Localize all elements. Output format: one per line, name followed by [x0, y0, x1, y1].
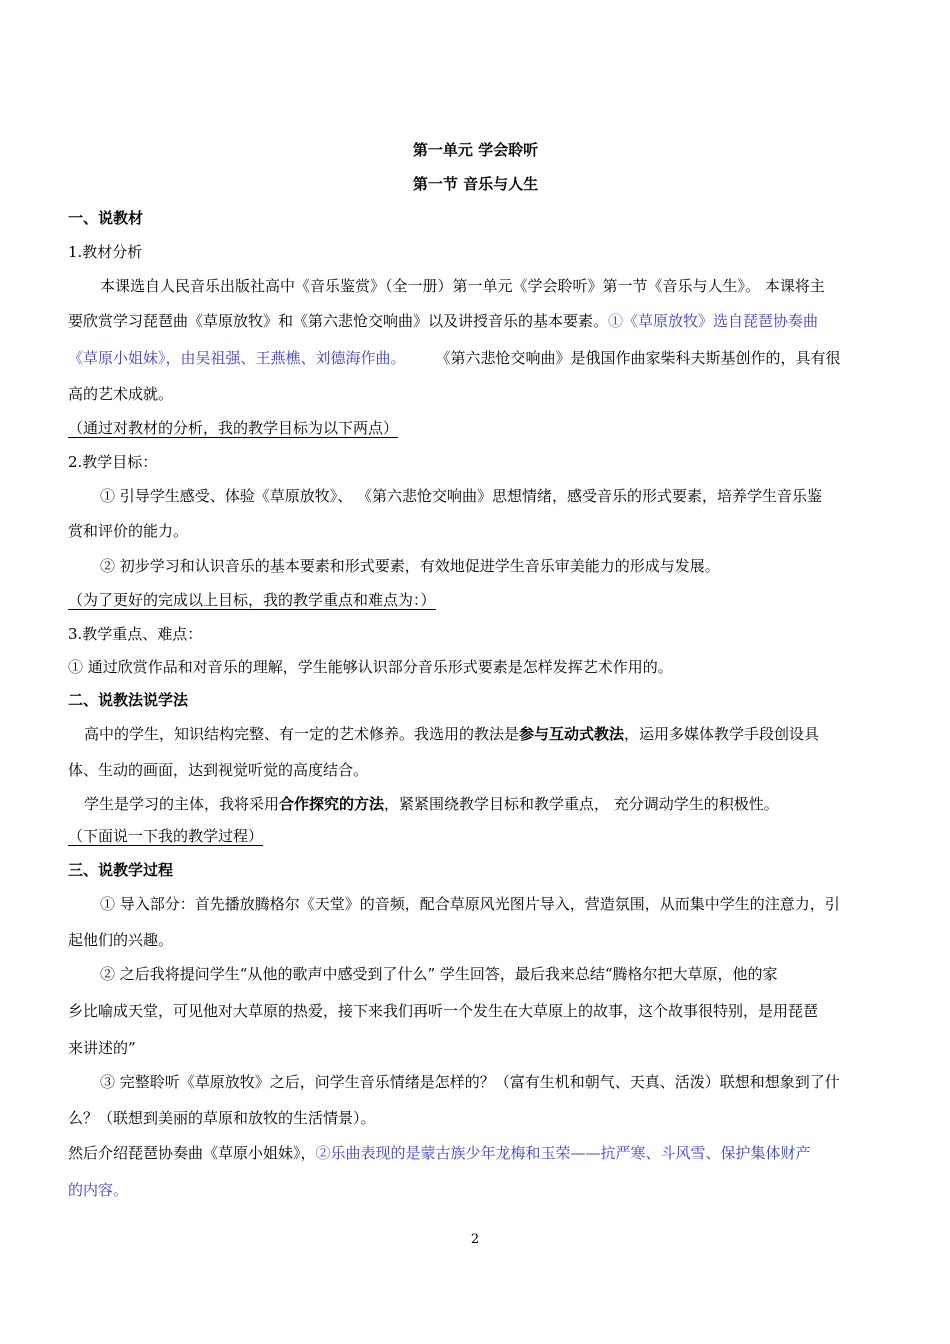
process-item-1: ① 导入部分：首先播放腾格尔《天堂》的音频，配合草原风光图片导入，营造氛围，从而集中学生的注意力，引 [100, 895, 840, 913]
process-item-1-cont: 起他们的兴趣。 [68, 931, 174, 949]
process-item-3-cont: 么？（联想到美丽的草原和放牧的生活情景）。 [68, 1109, 376, 1127]
paragraph-text: 然后介绍琵琶协奏曲《草原小姐妹》， [68, 1144, 316, 1162]
process-item-3: ③ 完整聆听《草原放牧》之后，问学生音乐情绪是怎样的？（富有生机和朝气、天真、活泼）联想和想象到了什 [100, 1073, 840, 1091]
paragraph-line [68, 311, 883, 331]
highlighted-line: 的内容。 [68, 1181, 129, 1199]
paragraph-text: 学生是学习的主体，我将采用 [84, 795, 280, 813]
underlined-note: （通过对教材的分析，我的教学目标为以下两点） [68, 419, 399, 437]
paragraph-text: ，运用多媒体教学手段创设具 [624, 725, 820, 743]
underlined-note: （下面说一下我的教学过程） [68, 827, 264, 845]
process-item-2: ② 之后我将提问学生“从他的歌声中感受到了什么” 学生回答，最后我来总结“腾格尔把大草原，他的家 [100, 965, 778, 983]
paragraph-line: 高的艺术成就。 [68, 385, 174, 403]
subheading-textbook-analysis: 1.教材分析 [68, 243, 143, 261]
paragraph-line: 本课选自人民音乐出版社高中《音乐鉴赏》（全一册）第一单元《学会聆听》第一节《音乐与人生》。 本课将主 [100, 277, 825, 295]
paragraph-text: 要欣赏学习琵琶曲《草原放牧》和《第六悲怆交响曲》以及讲授音乐的基本要素。 [68, 312, 609, 330]
highlighted-text: ①《草原放牧》选自琵琶协奏曲 [608, 312, 819, 330]
note-line [68, 590, 883, 610]
bold-text: 合作探究的方法 [279, 795, 385, 813]
note-line [68, 826, 883, 846]
subheading-teaching-goals: 2.教学目标： [68, 453, 158, 471]
key-point-item: ① 通过欣赏作品和对音乐的理解，学生能够认识部分音乐形式要素是怎样发挥艺术作用的。 [68, 658, 673, 676]
paragraph-text: 《第六悲怆交响曲》是俄国作曲家柴科夫斯基创作的，具有很 [435, 349, 841, 367]
process-item-2-cont: 乡比喻成天堂，可见他对大草原的热爱，接下来我们再听一个发生在大草原上的故事，这个故事很特别，是用琵琶 [68, 1002, 819, 1020]
goal-item-2: ② 初步学习和认识音乐的基本要素和形式要素，有效地促进学生音乐审美能力的形成与发展。 [100, 557, 720, 575]
bold-text: 参与互动式教法 [519, 725, 625, 743]
section-heading-2: 二、说教法说学法 [68, 691, 189, 709]
highlighted-text: ②乐曲表现的是蒙古族少年龙梅和玉荣——抗严寒、斗风雪、保护集体财产 [315, 1144, 811, 1162]
process-item-2-cont: 来讲述的” [68, 1039, 136, 1057]
section-title: 第一节 音乐与人生 [412, 175, 539, 193]
goal-item-1: ① 引导学生感受、体验《草原放牧》、 《第六悲怆交响曲》思想情绪，感受音乐的形式要素，培养学生音乐鉴 [100, 487, 823, 505]
highlighted-text: 《草原小姐妹》，由吴祖强、王燕樵、刘德海作曲。 [68, 349, 406, 367]
subheading-key-points: 3.教学重点、难点： [68, 625, 203, 643]
paragraph-text: ，紧紧围绕教学目标和教学重点， 充分调动学生的积极性。 [384, 795, 779, 813]
unit-title: 第一单元 学会聆听 [412, 141, 539, 159]
paragraph-line [68, 1143, 883, 1163]
paragraph-line: 体、生动的画面，达到视觉听觉的高度结合。 [68, 761, 369, 779]
paragraph-line [84, 794, 899, 814]
page-number: 2 [470, 1232, 480, 1247]
paragraph-line [84, 724, 899, 744]
paragraph-line [68, 348, 883, 368]
note-line [68, 418, 883, 438]
goal-item-1-cont: 赏和评价的能力。 [68, 522, 189, 540]
section-heading-3: 三、说教学过程 [68, 861, 174, 879]
underlined-note: （为了更好的完成以上目标，我的教学重点和难点为：） [68, 591, 436, 609]
paragraph-text: 高中的学生，知识结构完整、有一定的艺术修养。我选用的教法是 [84, 725, 520, 743]
section-heading-1: 一、说教材 [68, 209, 144, 227]
